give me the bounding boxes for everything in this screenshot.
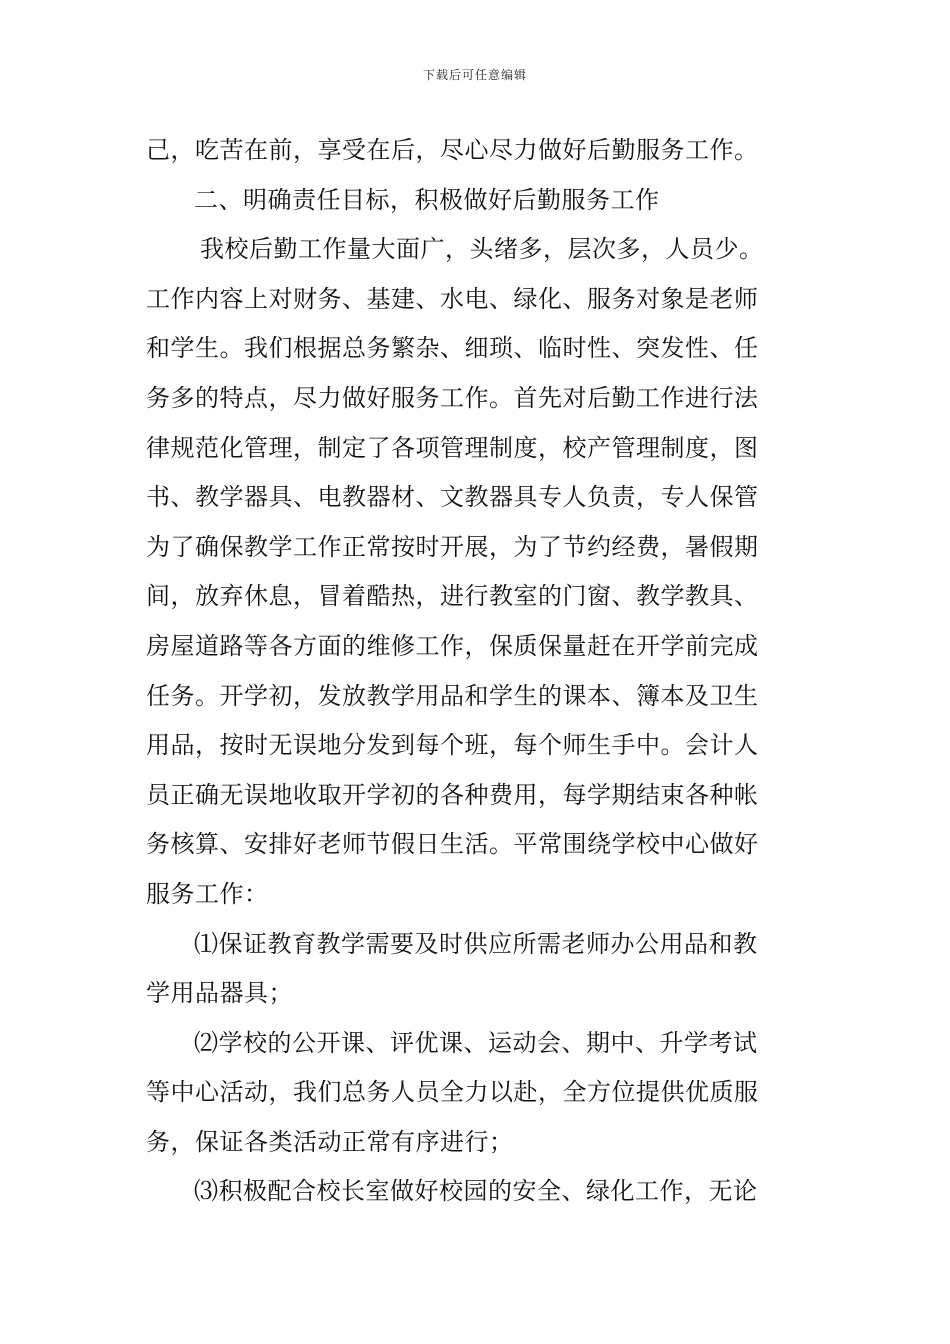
text-line: 和学生。我们根据总务繁杂、细琐、临时性、突发性、任 bbox=[146, 334, 759, 363]
list-item-1: ⑴保证教育教学需要及时供应所需老师办公用品和教 bbox=[194, 929, 758, 958]
text-line: 务，保证各类活动正常有序进行； bbox=[146, 1127, 514, 1156]
paragraph-start: 我校后勤工作量大面广，头绪多，层次多，人员少。 bbox=[200, 235, 764, 264]
section-heading: 二、明确责任目标，积极做好后勤服务工作 bbox=[194, 185, 660, 214]
text-line: 用品，按时无误地分发到每个班，每个师生手中。会计人 bbox=[146, 731, 759, 760]
text-line: 等中心活动，我们总务人员全力以赴，全方位提供优质服 bbox=[146, 1078, 759, 1107]
text-line: 书、教学器具、电教器材、文教器具专人负责，专人保管 bbox=[146, 483, 759, 512]
text-line: 为了确保教学工作正常按时开展，为了节约经费，暑假期 bbox=[146, 532, 759, 561]
text-line: 间，放弃休息，冒着酷热，进行教室的门窗、教学教具、 bbox=[146, 582, 759, 611]
page-header: 下载后可任意编辑 bbox=[422, 68, 527, 82]
list-item-2: ⑵学校的公开课、评优课、运动会、期中、升学考试 bbox=[194, 1028, 758, 1057]
text-line: 务多的特点，尽力做好服务工作。首先对后勤工作进行法 bbox=[146, 383, 759, 412]
text-line: 任务。开学初，发放教学用品和学生的课本、簿本及卫生 bbox=[146, 681, 759, 710]
text-line: 务核算、安排好老师节假日生活。平常围绕学校中心做好 bbox=[146, 830, 759, 859]
text-line: 工作内容上对财务、基建、水电、绿化、服务对象是老师 bbox=[146, 284, 759, 313]
document-body bbox=[146, 126, 808, 1217]
text-line: 员正确无误地收取开学初的各种费用，每学期结束各种帐 bbox=[146, 780, 759, 809]
text-line: 己，吃苦在前，享受在后，尽心尽力做好后勤服务工作。 bbox=[146, 136, 759, 164]
text-line: 房屋道路等各方面的维修工作，保质保量赶在开学前完成 bbox=[146, 631, 759, 660]
text-line: 律规范化管理，制定了各项管理制度，校产管理制度，图 bbox=[146, 433, 759, 462]
text-line: 学用品器具； bbox=[146, 979, 293, 1008]
text-line: 服务工作： bbox=[146, 879, 269, 908]
list-item-3: ⑶积极配合校长室做好校园的安全、绿化工作，无论 bbox=[194, 1177, 758, 1206]
